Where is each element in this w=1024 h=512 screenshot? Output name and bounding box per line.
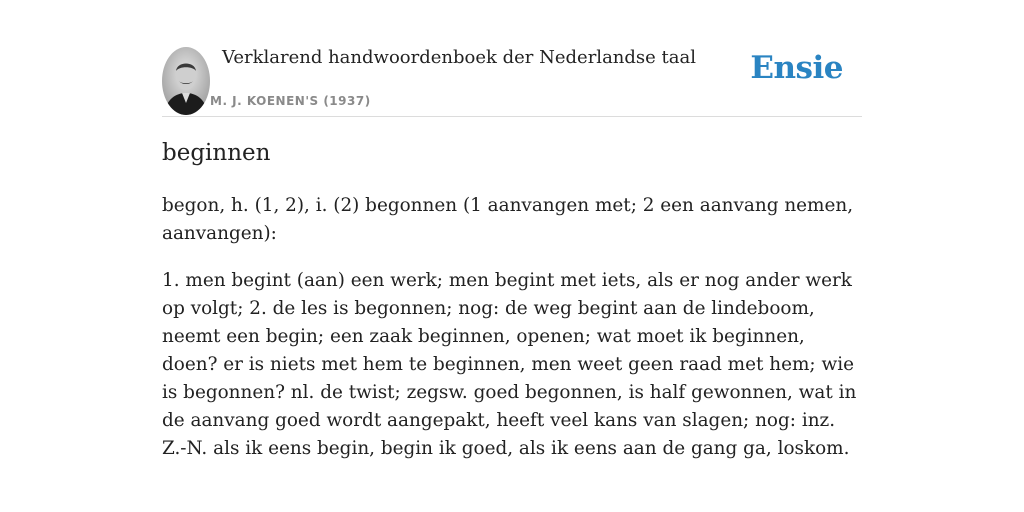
book-title: Verklarend handwoordenboek der Nederlandse taal bbox=[222, 47, 696, 68]
entry-content bbox=[162, 192, 862, 482]
author-portrait-icon bbox=[162, 47, 210, 115]
entry-grammar: begon, h. (1, 2), i. (2) begonnen (1 aanvangen met; 2 een aanvang nemen, aanvangen): bbox=[162, 195, 854, 244]
page-header bbox=[162, 44, 862, 117]
entry-definition: 1. men begint (aan) een werk; men begint met iets, als er nog ander werk op volgt; 2. de les is begonnen; nog: de weg begint aan de lindeboom, neemt een begin; een zaak beginnen, openen; wat moet ik beginnen, doen? er is niets met hem te beginnen, men weet geen raad met hem; wie is begonnen? nl. de twist; zegsw. goed begonnen, is half gewonnen, wat in de aanvang goed wordt aangepakt, heeft veel kans van slagen; nog: inz. Z.-N. als ik eens begin, begin ik goed, als ik eens aan de gang ga, loskom. bbox=[162, 270, 857, 459]
author-label: M. J. KOENEN'S (1937) bbox=[210, 94, 371, 108]
brand-logo-link[interactable]: Ensie bbox=[750, 50, 843, 86]
entry-headword: beginnen bbox=[162, 140, 271, 166]
